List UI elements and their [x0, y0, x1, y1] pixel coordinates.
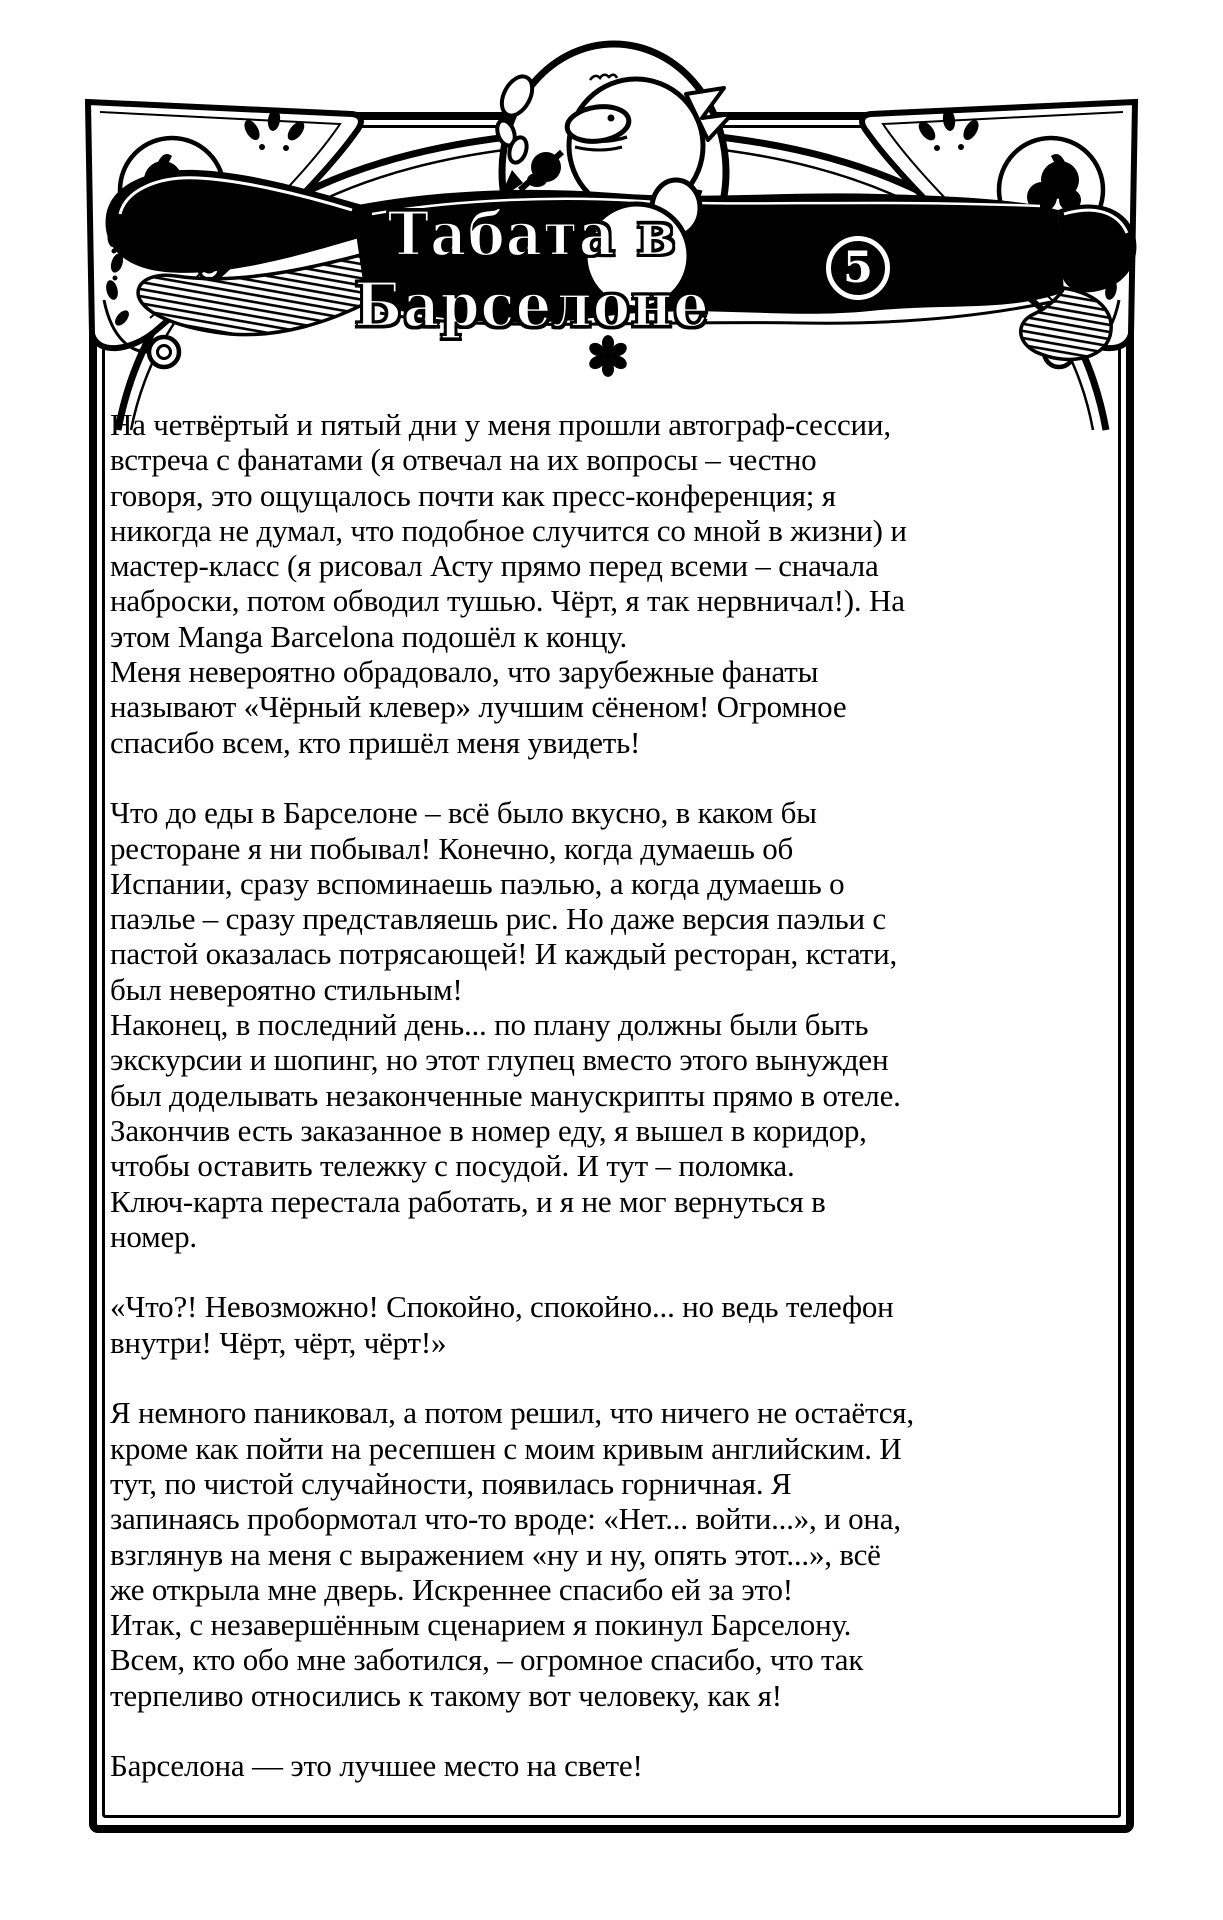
text-line: был невероятно стильным! [110, 971, 463, 1007]
text-line [110, 1713, 1122, 1748]
text-line [110, 1360, 1122, 1395]
text-line: Закончив есть заказанное в номер еду, я вышел в коридор, [110, 1112, 867, 1148]
text-line: внутри! Чёрт, чёрт, чёрт!» [110, 1324, 447, 1360]
text-line: чтобы оставить тележку с посудой. И тут – поломка. [110, 1148, 795, 1184]
text-line: Меня невероятно обрадовало, что зарубежные фанаты [110, 654, 819, 690]
text-line: называют «Чёрный клевер» лучшим сёненом! Огромное [110, 689, 847, 725]
clover-icon [587, 335, 629, 377]
text-line: же открыла мне дверь. Искреннее спасибо ей за это! [110, 1571, 793, 1607]
text-line: Барселона — это лучшее место на свете! [110, 1748, 643, 1784]
text-line: был доделывать незаконченные манускрипты прямо в отеле. [110, 1077, 901, 1113]
text-line: «Что?! Невозможно! Спокойно, спокойно... но ведь телефон [110, 1289, 894, 1325]
banner-number-badge [826, 236, 890, 300]
text-line: этом Manga Barcelona подошёл к концу. [110, 618, 627, 654]
text-line: Итак, с незавершённым сценарием я покинул Барселону. [110, 1607, 852, 1643]
text-line: встреча с фанатами (я отвечал на их вопросы – честно [110, 442, 817, 478]
text-line [110, 760, 1122, 795]
text-line: паэлье – сразу представляешь рис. Но даже версия паэльи с [110, 901, 886, 937]
text-line [110, 1254, 1122, 1289]
text-line: Всем, кто обо мне заботился, – огромное спасибо, что так [110, 1642, 864, 1678]
text-line: пастой оказалась потрясающей! И каждый ресторан, кстати, [110, 936, 898, 972]
banner-number: 5 [843, 243, 873, 293]
text-line: Я немного паниковал, а потом решил, что ничего не остаётся, [110, 1395, 914, 1431]
text-line: спасибо всем, кто пришёл меня увидеть! [110, 724, 641, 760]
afterword-body-text [110, 407, 1122, 1784]
text-line: экскурсии и шопинг, но этот глупец вместо этого вынужден [110, 1042, 889, 1078]
text-line: тут, по чистой случайности, появилась горничная. Я [110, 1465, 792, 1501]
text-line: наброски, потом обводил тушью. Чёрт, я так нервничал!). На [110, 583, 905, 619]
banner-title: Табата в Барселоне [354, 198, 710, 342]
text-line: Испании, сразу вспоминаешь паэлью, а когда думаешь о [110, 865, 845, 901]
text-line: мастер-класс (я рисовал Асту прямо перед всеми – сначала [110, 548, 879, 584]
text-line: Ключ-карта перестала работать, и я не мог вернуться в [110, 1183, 826, 1219]
text-line: взглянув на меня с выражением «ну и ну, опять этот...», всё [110, 1536, 881, 1572]
text-line: Наконец, в последний день... по плану должны были быть [110, 1007, 869, 1043]
text-line: говоря, это ощущалось почти как пресс-конференция; я [110, 477, 836, 513]
text-line: Что до еды в Барселоне – всё было вкусно, в каком бы [110, 795, 817, 831]
text-line: На четвёртый и пятый дни у меня прошли автограф-сессии, [110, 407, 891, 442]
text-line: номер. [110, 1218, 197, 1254]
text-line: ресторане я ни побывал! Конечно, когда думаешь об [110, 830, 794, 866]
text-line: никогда не думал, что подобное случится со мной в жизни) и [110, 512, 907, 548]
text-line: запинаясь пробормотал что-то вроде: «Нет... войти...», и она, [110, 1501, 901, 1537]
text-line: терпеливо относились к такому вот человеку, как я! [110, 1677, 782, 1713]
text-line: кроме как пойти на ресепшен с моим кривым английским. И [110, 1430, 902, 1466]
